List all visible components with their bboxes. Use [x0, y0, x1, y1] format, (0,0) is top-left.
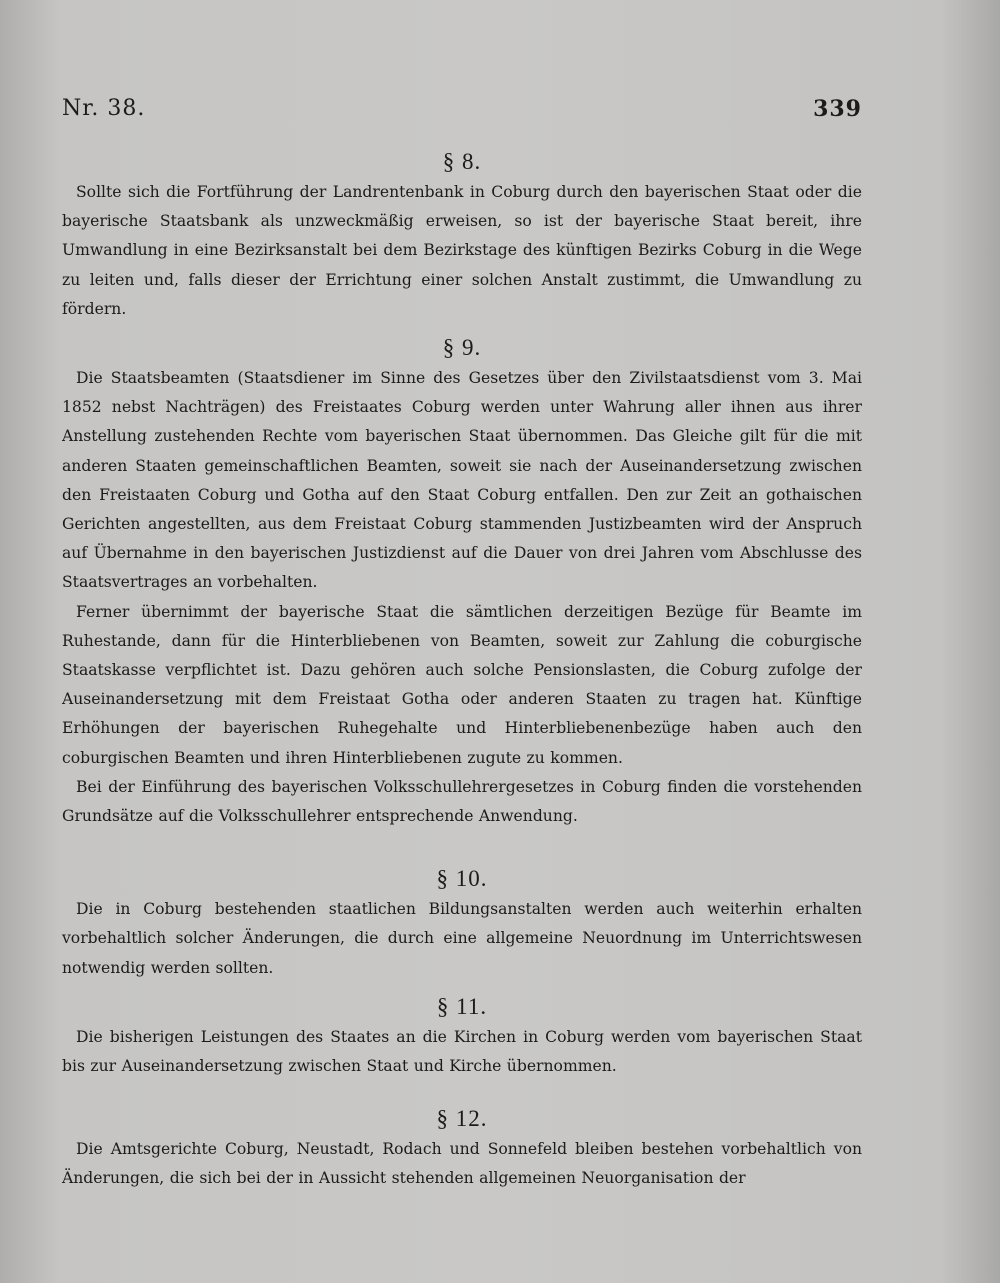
section-8-title: § 8. — [442, 149, 482, 174]
section-11-paragraph-1: Die bisherigen Leistungen des Staates an die Kirchen in Coburg werden vom bayerischen Staat bis zur Auseinandersetzung zwischen Staat und Kirche übernommen. — [62, 1027, 862, 1076]
page-number: 339 — [813, 96, 862, 122]
page-header — [62, 96, 862, 126]
section-12-paragraph-1: Die Amtsgerichte Coburg, Neustadt, Rodach und Sonnefeld bleiben bestehen vorbehaltlich von Änderungen, die sich bei der in Aussicht stehenden allgemeinen Neuorganisation der — [62, 1140, 862, 1188]
section-8-paragraph-1: Sollte sich die Fortführung der Landrentenbank in Coburg durch den bayerischen Staat oder die bayerische Staatsbank als unzweckmäßig erweisen, so ist der bayerische Staat bereit, ihre Umwandlung in eine Bezirksanstalt bei dem Bezirkstage des künftigen Bezirks Coburg in die Wege zu leiten und, falls dieser der Errichtung einer solchen Anstalt zustimmt, die Umwandlung zu fördern. — [62, 183, 862, 318]
section-11-title: § 11. — [436, 993, 488, 1019]
section-9-paragraph-1: Die Staatsbeamten (Staatsdiener im Sinne des Gesetzes über den Zivilstaatsdienst vom 3. Mai 1852 nebst Nachträgen) des Freistaates Coburg werden unter Wahrung aller ihnen aus ihrer Anstellung zustehenden Rechte vom bayerischen Staat übernommen. Das Gleiche gilt für die mit anderen Staaten gemeinschaftlichen Beamten, soweit sie nach der Auseinandersetzung zwischen den Freistaaten Coburg und Gotha auf den Staat Coburg entfallen. Den zur Zeit an gothaischen Gerichten angestellten, aus dem Freistaat Coburg stammenden Justizbeamten wird der Anspruch auf Übernahme in den bayerischen Justizdienst auf die Dauer von drei Jahren vom Abschlusse des Staatsvertrages an vorbehalten. — [62, 369, 862, 592]
section-12-title: § 12. — [436, 1106, 488, 1132]
issue-number: Nr. 38. — [62, 96, 146, 121]
section-10-title: § 10. — [436, 866, 488, 892]
section-9-paragraph-3: Bei der Einführung des bayerischen Volksschullehrergesetzes in Coburg finden die vorstehenden Grundsätze auf die Volksschullehrer entsprechende Anwendung. — [62, 777, 862, 826]
section-10-paragraph-1: Die in Coburg bestehenden staatlichen Bildungsanstalten werden auch weiterhin erhalten vorbehaltlich solcher Änderungen, die durch eine allgemeine Neuordnung im Unterrichtswesen notwendig werden sollten. — [62, 900, 862, 977]
section-9-title: § 9. — [442, 335, 482, 361]
document-body — [62, 146, 862, 1194]
section-9-paragraph-2: Ferner übernimmt der bayerische Staat die sämtlichen derzeitigen Bezüge für Beamte im Ruhestande, dann für die Hinterbliebenen von Beamten, soweit zur Zahlung die coburgische Staatskasse verpflichtet ist. Dazu gehören auch solche Pensionslasten, die Coburg zufolge der Auseinandersetzung mit dem Freistaat Gotha oder anderen Staaten zu tragen hat. Künftige Erhöhungen der bayerischen Ruhegehalte und Hinterbliebenenbezüge haben auch den coburgischen Beamten und ihren Hinterbliebenen zugute zu kommen. — [62, 602, 862, 767]
